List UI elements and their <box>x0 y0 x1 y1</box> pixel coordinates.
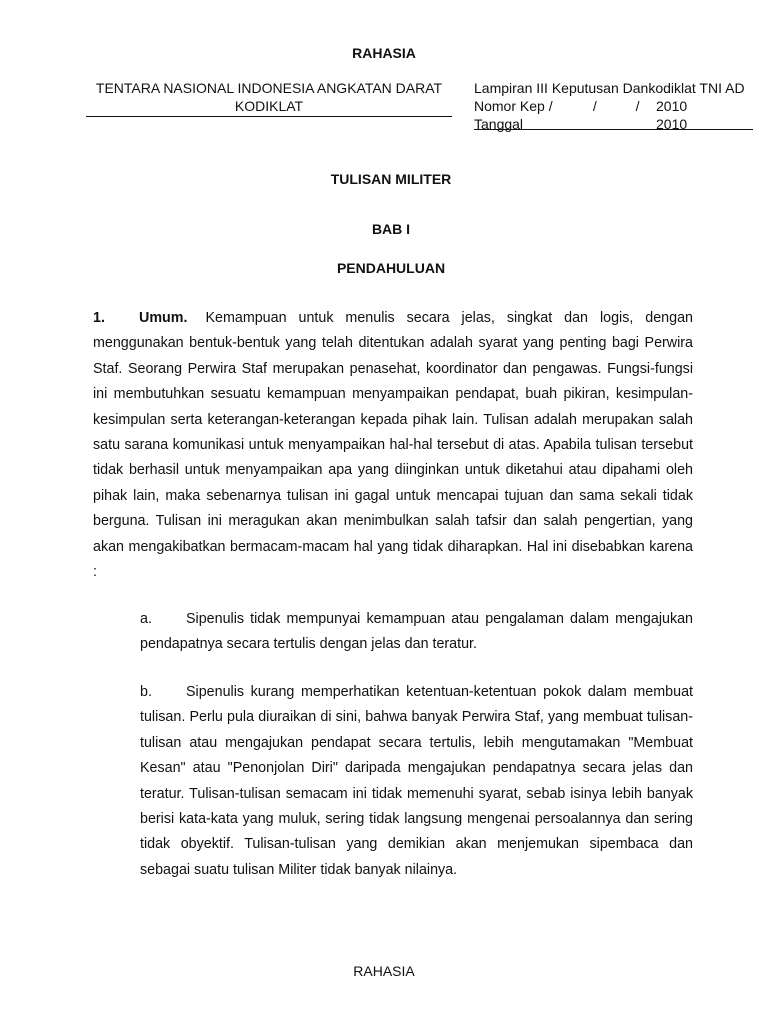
tanggal-line <box>474 115 764 133</box>
document-title: TULISAN MILITER <box>330 171 452 187</box>
organization-block <box>86 79 452 115</box>
list-item <box>140 607 693 658</box>
organization-name: TENTARA NASIONAL INDONESIA ANGKATAN DARAT <box>95 80 443 96</box>
tanggal-year: 2010 <box>656 116 688 132</box>
reference-block <box>474 79 764 133</box>
chapter-title: PENDAHULUAN <box>336 260 446 276</box>
chapter-number: BAB I <box>371 221 411 237</box>
organization-unit: KODIKLAT <box>234 98 304 114</box>
nomor-label: Nomor Kep / <box>474 98 553 114</box>
organization-underline <box>86 116 452 117</box>
list-item-label: b. <box>140 684 152 700</box>
classification-header: RAHASIA <box>352 45 416 61</box>
section-number: 1. <box>93 310 105 326</box>
nomor-year: 2010 <box>656 98 688 114</box>
section-1-paragraph <box>93 306 693 585</box>
list-item-text: Sipenulis kurang memperhatikan ketentuan-ketentuan pokok dalam membuat tulisan. Perlu pula diuraikan di sini, bahwa banyak Perwira Staf, yang membuat tulisan-tulisan atau mengajukan pendapat secara tertulis, lebih mengutamakan "Membuat Kesan" atau "Penonjolan Diri" daripada mengajukan pendapatnya secara jelas dan teratur. Tulisan-tulisan semacam ini tidak memenuhi syarat, sebab isinya lebih banyak berisi kata-kata yang muluk, sering tidak langsung mengenai persoalannya dan sering tidak obyektif. Tulisan-tulisan yang demikian akan menjemukan sipembaca dan sebagai suatu tulisan Militer tidak banyak nilainya. <box>140 684 693 878</box>
classification-footer: RAHASIA <box>353 963 415 979</box>
lampiran-line: Lampiran III Keputusan Dankodiklat TNI AD <box>474 80 745 96</box>
tanggal-label: Tanggal <box>474 116 524 132</box>
section-text: Kemampuan untuk menulis secara jelas, singkat dan logis, dengan menggunakan bentuk-bentuk yang telah ditentukan adalah syarat yang penting bagi Perwira Staf. Seorang Perwira Staf merupakan penasehat, koordinator dan pengawas. Fungsi-fungsi ini membutuhkan sesuatu kemampuan menyampaikan pendapat, buah pikiran, kesimpulan-kesimpulan serta keterangan-keterangan kepada pihak lain. Tulisan adalah merupakan salah satu sarana komunikasi untuk menyampaikan hal-hal tersebut di atas. Apabila tulisan tersebut tidak berhasil untuk menyampaikan apa yang diinginkan untuk diketahui atau dipahami oleh pihak lain, maka sebenarnya tulisan ini gagal untuk mencapai tujuan dan sama sekali tidak berguna. Tulisan ini meragukan akan menimbulkan salah tafsir dan salah pengertian, yang akan mengakibatkan bermacam-macam hal yang tidak diharapkan. Hal ini disebabkan karena : <box>93 310 693 581</box>
list-item-text: Sipenulis tidak mempunyai kemampuan atau pengalaman dalam mengajukan pendapatnya secara tertulis dengan jelas dan teratur. <box>140 611 693 653</box>
list-item <box>140 680 693 883</box>
list-item-label: a. <box>140 611 152 627</box>
section-lead: Umum. <box>139 310 188 326</box>
nomor-line <box>474 97 764 115</box>
reference-underline <box>474 129 753 130</box>
nomor-slashes: / / <box>554 98 640 114</box>
